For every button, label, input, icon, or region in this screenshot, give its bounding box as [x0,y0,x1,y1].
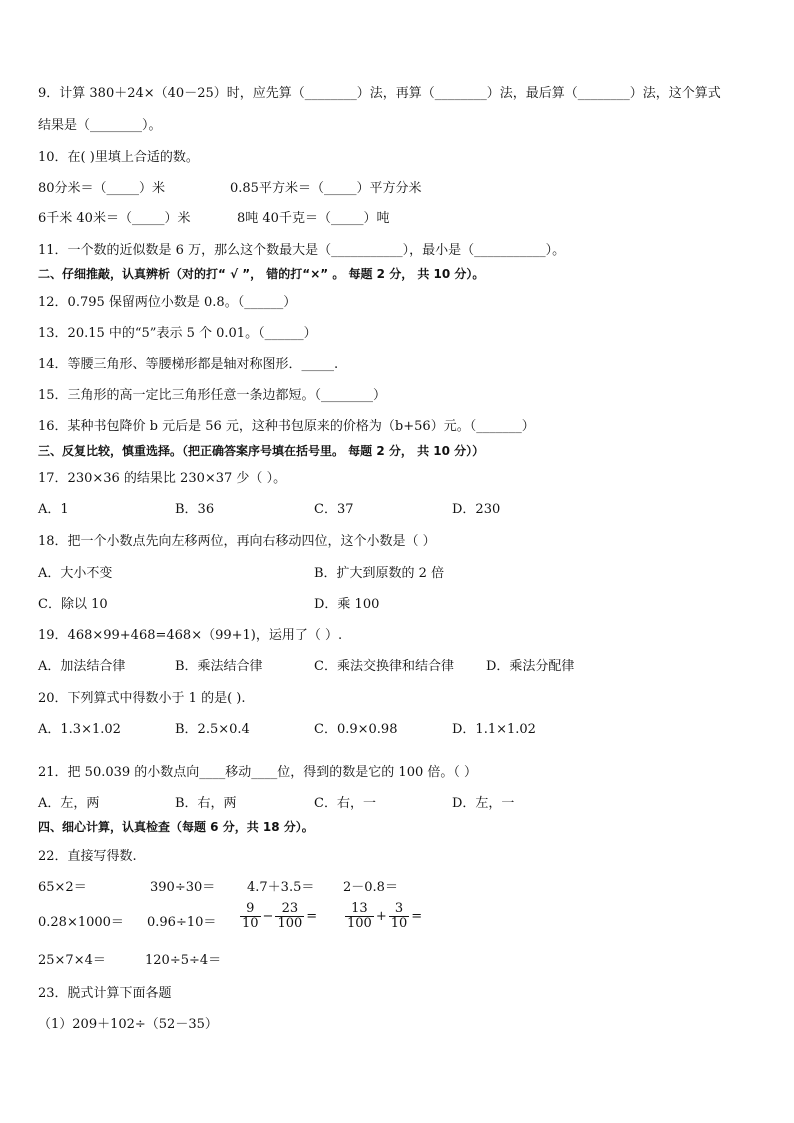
question-17-stem: 17．230×36 的结果比 230×37 少（ ）。 [38,471,287,486]
question-15: 15．三角形的高一定比三角形任意一条边都短。（________） [38,388,387,403]
calc-item: 65×2＝ [38,880,87,895]
question-10-stem: 10．在( )里填上合适的数。 [38,150,199,165]
question-14: 14．等腰三角形、等腰梯形都是轴对称图形．_____. [38,357,339,372]
question-10-item-a: 80分米＝（_____）米 [38,181,166,196]
denominator: 100 [277,916,303,932]
numerator: 23 [275,902,304,917]
question-19-option-c: C．乘法交换律和结合律 [314,659,454,674]
operator: − [262,909,274,925]
question-23-part-1: （1）209＋102÷（52－35） [38,1017,218,1032]
calc-item: 120÷5÷4＝ [145,953,222,968]
question-18-option-a: A．大小不变 [38,566,113,581]
question-21-option-b: B．右，两 [175,796,237,811]
question-18-stem: 18．把一个小数点先向左移两位，再向右移动四位，这个小数是（ ） [38,534,436,549]
numerator: 13 [345,902,374,917]
question-19-option-d: D．乘法分配律 [486,659,575,674]
denominator: 100 [347,916,372,932]
fraction-expression-1 [240,902,319,932]
equals-sign: = [411,909,423,925]
question-9-line2: 结果是（________）。 [38,118,162,133]
denominator: 10 [242,916,259,932]
calc-item: 390÷30＝ [150,880,216,895]
calc-item: 4.7＋3.5＝ [247,880,315,895]
question-19-option-a: A．加法结合律 [38,659,126,674]
question-17-option-d: D．230 [452,502,501,517]
section-4-heading: 四、细心计算，认真检查（每题 6 分，共 18 分）。 [38,820,314,834]
fraction [275,902,304,932]
calc-item: 25×7×4＝ [38,953,106,968]
question-21-option-c: C．右，一 [314,796,376,811]
section-2-heading: 二、仔细推敲，认真辨析（对的打“ √ ”， 错的打“×” 。 每题 2 分， 共 10 分）。 [38,267,485,281]
fraction-expression-2 [345,902,424,932]
question-10-item-d: 8吨 40千克＝（_____）吨 [237,211,390,226]
operator: + [375,909,387,925]
question-20-option-a: A．1.3×1.02 [38,722,121,737]
numerator: 9 [240,902,261,917]
question-11: 11．一个数的近似数是 6 万，那么这个数最大是（___________），最小是（___________）。 [38,243,566,258]
fraction [389,902,410,932]
calc-item: 0.28×1000＝ [38,915,124,930]
equals-sign: = [306,909,318,925]
question-17-option-b: B．36 [175,502,215,517]
question-13: 13．20.15 中的“5”表示 5 个 0.01。（______） [38,326,317,341]
question-18-option-d: D．乘 100 [314,597,380,612]
question-10-item-c: 6千米 40米＝（_____）米 [38,211,191,226]
calc-item: 0.96÷10＝ [147,915,217,930]
fraction [345,902,374,932]
question-21-option-a: A．左，两 [38,796,100,811]
question-21-option-d: D．左，一 [452,796,515,811]
question-19-stem: 19．468×99+468=468×（99+1)，运用了（ ）. [38,628,343,643]
question-23-stem: 23．脱式计算下面各题 [38,986,172,1001]
question-9-line1: 9．计算 380＋24×（40－25）时，应先算（________）法，再算（________）法，最后算（________）法，这个算式 [38,86,721,101]
question-21-stem: 21．把 50.039 的小数点向____移动____位，得到的数是它的 100 倍。（ ） [38,765,478,780]
question-16: 16．某种书包降价 b 元后是 56 元，这种书包原来的价格为（b+56）元。（_______） [38,419,535,434]
question-10-item-b: 0.85平方米＝（_____）平方分米 [230,181,422,196]
question-12: 12．0.795 保留两位小数是 0.8。（______） [38,295,297,310]
question-17-option-a: A．1 [38,502,69,517]
question-17-option-c: C．37 [314,502,354,517]
question-20-stem: 20．下列算式中得数小于 1 的是( ). [38,691,246,706]
question-20-option-c: C．0.9×0.98 [314,722,398,737]
fraction [240,902,261,932]
numerator: 3 [389,902,410,917]
question-20-option-b: B．2.5×0.4 [175,722,250,737]
question-18-option-c: C．除以 10 [38,597,108,612]
question-22-stem: 22．直接写得数. [38,849,137,864]
question-20-option-d: D．1.1×1.02 [452,722,536,737]
denominator: 10 [390,916,408,932]
calc-item: 2－0.8＝ [343,880,398,895]
question-18-option-b: B．扩大到原数的 2 倍 [314,566,445,581]
question-19-option-b: B．乘法结合律 [175,659,263,674]
section-3-heading: 三、反复比较，慎重选择。（把正确答案序号填在括号里。 每题 2 分， 共 10 分）） [38,444,485,458]
